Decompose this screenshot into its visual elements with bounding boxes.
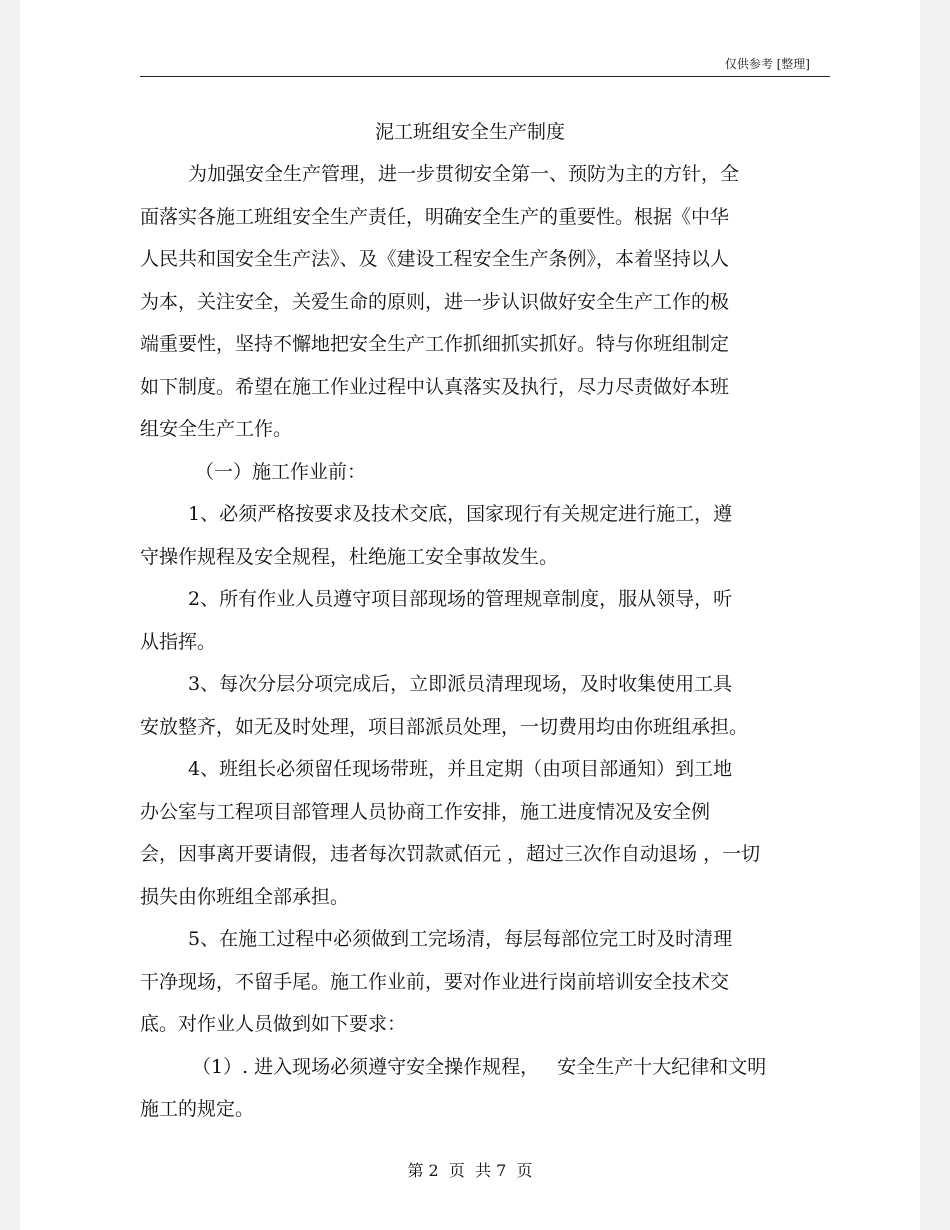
body-line: 面落实各施工班组安全生产责任，明确安全生产的重要性。根据《中华: [140, 206, 730, 228]
body-line: 干净现场，不留手尾。施工作业前，要对作业进行岗前培训安全技术交: [140, 971, 730, 993]
header-label: 仅供参考 [整理]: [724, 57, 810, 71]
body-line: 端重要性，坚持不懈地把安全生产工作抓细抓实抓好。特与你班组制定: [140, 333, 730, 355]
body-line: 为本，关注安全，关爱生命的原则，进一步认识做好安全生产工作的极: [140, 291, 730, 313]
body-line: 人民共和国安全生产法》、及《建设工程安全生产条例》，本着坚持以人: [140, 248, 730, 270]
body-line: 4、班组长必须留任现场带班，并且定期（由项目部通知）到工地: [188, 758, 733, 780]
body-line: 损失由你班组全部承担。: [140, 886, 350, 908]
header-divider: [140, 76, 830, 77]
body-line: 如下制度。希望在施工作业过程中认真落实及执行，尽力尽责做好本班: [140, 376, 730, 398]
body-line: 守操作规程及安全规程，杜绝施工安全事故发生。: [140, 546, 559, 568]
document-page: [20, 0, 920, 1230]
body-line: 2、所有作业人员遵守项目部现场的管理规章制度，服从领导，听: [188, 588, 733, 610]
body-line: 组安全生产工作。: [140, 418, 293, 440]
body-line: 会，因事离开要请假，违者每次罚款贰佰元 ，超过三次作自动退场 ，一切: [140, 843, 761, 865]
body-line: 为加强安全生产管理，进一步贯彻安全第一、预防为主的方针，全: [188, 163, 740, 185]
body-line: 施工的规定。: [140, 1098, 255, 1120]
section-heading: （一）施工作业前：: [195, 461, 367, 483]
body-line: 从指挥。: [140, 631, 217, 653]
body-line: 安放整齐，如无及时处理，项目部派员处理，一切费用均由你班组承担。: [140, 716, 749, 738]
document-title: 泥工班组安全生产制度: [374, 121, 565, 143]
body-line: 底。对作业人员做到如下要求：: [140, 1013, 407, 1035]
page-number-footer: 第 2 页 共 7 页: [407, 1161, 533, 1180]
body-line: 3、每次分层分项完成后，立即派员清理现场，及时收集使用工具: [188, 673, 733, 695]
body-line: （1）. 进入现场必须遵守安全操作规程， 安全生产十大纪律和文明: [192, 1056, 767, 1078]
body-line: 1、必须严格按要求及技术交底，国家现行有关规定进行施工，遵: [188, 503, 733, 525]
body-line: 办公室与工程项目部管理人员协商工作安排，施工进度情况及安全例: [140, 801, 711, 823]
body-line: 5、在施工过程中必须做到工完场清，每层每部位完工时及时清理: [188, 928, 733, 950]
